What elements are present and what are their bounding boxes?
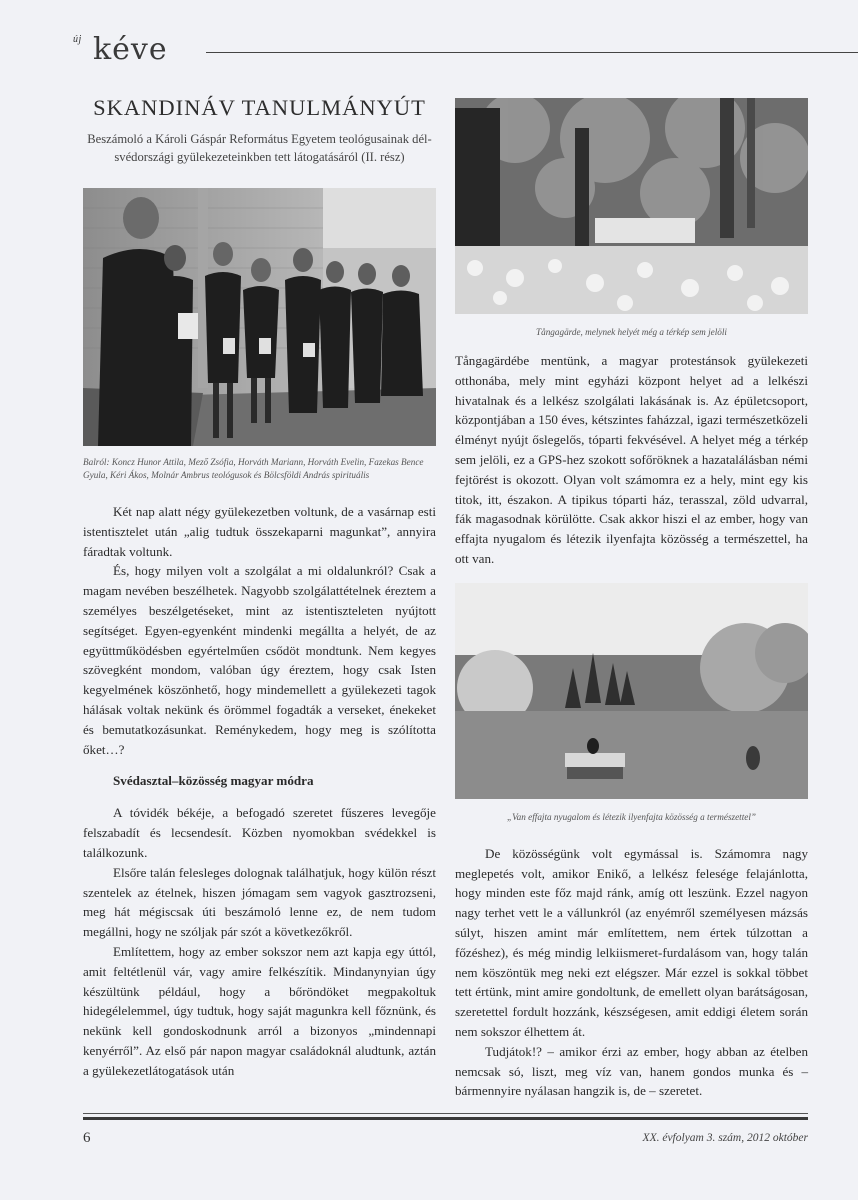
paragraph: A tóvidék békéje, a befogadó szeretet fűszeres levegője felszabadít és lecsendesít. Közben nyomokban svédekkel is találkozunk. — [83, 805, 436, 860]
section-heading: Svédasztal–közösség magyar módra — [113, 773, 314, 789]
right-body-bottom — [455, 844, 808, 1101]
issue-info: XX. évfolyam 3. szám, 2012 október — [642, 1132, 808, 1144]
forest-photo-icon — [455, 98, 808, 314]
article-subtitle: Beszámoló a Károli Gáspár Református Egyetem teológusainak dél-svédországi gyülekezeteinkben tett látogatásáról (II. rész) — [87, 132, 432, 164]
group-photo-icon — [83, 188, 436, 446]
left-column — [83, 95, 436, 1081]
paragraph: Két nap alatt négy gyülekezetben voltunk, de a vasárnap esti istentisztelet után „alig tudtuk összekaparni magunkat”, annyira fáradtak voltunk. — [83, 504, 436, 559]
right-body-top — [455, 351, 808, 569]
footer-rule — [83, 1113, 808, 1114]
lawn-photo-icon — [455, 583, 808, 799]
group-photo-caption: Balról: Koncz Hunor Attila, Mező Zsófia, Horváth Mariann, Horváth Evelin, Fazekas Bence Gyula, Kéri Ákos, Molnár Ambrus teológusok és Bölcsföldi András spirituális — [83, 457, 424, 480]
forest-photo-caption: Tångagärde, melynek helyét még a térkép sem jelöli — [535, 327, 727, 337]
paragraph: Említettem, hogy az ember sokszor nem azt kapja egy úttól, amit feltétlenül vár, vagy amire felkészítik. Mindanynyian úgy készültünk például, hogy a bőröndöket megpakoltuk hidegélelemmel, úgy tudtuk, hogy saját magunkra kell főznünk, és nekünk kell gondoskodnunk arról a bizonyos „mindennapi kenyérről”. Az első pár napon magyar családoknál aludtunk, aztán a gyülekezetlátogatások után — [83, 943, 436, 1078]
masthead-title: kéve — [93, 32, 168, 67]
right-column — [455, 98, 808, 1101]
group-photo-illustration — [83, 188, 436, 446]
lawn-photo-illustration — [455, 583, 808, 799]
page-number: 6 — [83, 1130, 91, 1146]
paragraph: De közösségünk volt egymással is. Számomra nagy meglepetés volt, amikor Enikő, a lelkész felesége felajánlotta, hogy minden este főz majd ránk, amíg ott leszünk. Ezzel nagyon nagy terhet vett le a vállunkról (az enyémről személyesen mázsás súlyt, hiszen amint már említettem, nem értek túlzottan a főzéshez), és még mindig lelkiismeret-furdalásom van, hogy talán nem köszöntük meg neki ezt elégszer. Már ezzel is sokkal többet tett értünk, mint amire gondoltunk, de emellett olyan barátságosan, szeretettel fordult hozzánk, készségesen, amit eddigi életem során nem sokszor élhettem át. — [455, 845, 808, 1039]
lawn-photo-caption: „Van effajta nyugalom és létezik ilyenfajta közösség a természettel” — [506, 811, 757, 822]
masthead-prefix: új — [73, 34, 82, 45]
paragraph: És, hogy milyen volt a szolgálat a mi oldalunkról? Csak a magam nevében beszélhetek. Nagyobb szolgálattételnek éreztem a személyes beszélgetéseket, mint az istentiszteleten nyújtott segítséget. Egyen-egyenként mindenki megállta a helyét, de az együttműködésben egyértelműen csődöt mondtunk. Nem kegyes szövegként mondom, valóban úgy éreztem, hogy csak Isten kegyelmének köszönhető, hogy mindemellett a gyülekezeti tagok hálásak voltak nekünk és örömmel fogadták a verseket, énekeket és bemutatkozásunkat. Reménykedem, hogy meg is szólította őket…? — [83, 563, 436, 757]
footer-rule-thick — [83, 1117, 808, 1120]
paragraph: Tudjátok!? – amikor érzi az ember, hogy abban az ételben nemcsak só, liszt, meg víz van, hanem gondos munka és – bármennyire nyálasan hangzik is, de – szeretet. — [455, 1043, 808, 1099]
forest-photo-illustration — [455, 98, 808, 314]
masthead — [73, 30, 813, 70]
paragraph: Tångagärdébe mentünk, a magyar protestánsok gyülekezeti otthonába, mely mint egyházi központ helyet ad a lelkészi hivatalnak és a lelkész szolgálati lakásának is. Az épületcsoport, központjában a 150 éves, kétszintes faházzal, igazi természetközeli élményt nyújt őslegelős, tóparti fekvésével. A helyet még a térkép sem jelöli, ez a GPS-hez szokott sofőröknek a hazatalálásban némi fejtörést is okozott. Olyan volt számomra ez a hely, mint egy kis titok, itt, északon. A tipikus tóparti ház, terasszal, zöld udvarral, fák magasodnak körülötte. Csak akkor hiszi el az ember, hogy van effajta nyugalom és létezik ilyenfajta közösség a természettel, ha ott van. — [455, 353, 808, 566]
left-body — [83, 502, 436, 1081]
paragraph: Elsőre talán felesleges dolognak találhatjuk, hogy külön részt szentelek az ételnek, hiszen jómagam sem vagyok gasztrozseni, meg hát mégiscsak úti beszámoló lenne ez, de nem tudom megállni, hogy ne szóljak pár szót a következőkről. — [83, 864, 436, 940]
masthead-rule — [206, 52, 858, 53]
article-headline: SKANDINÁV TANULMÁNYÚT — [93, 95, 426, 120]
